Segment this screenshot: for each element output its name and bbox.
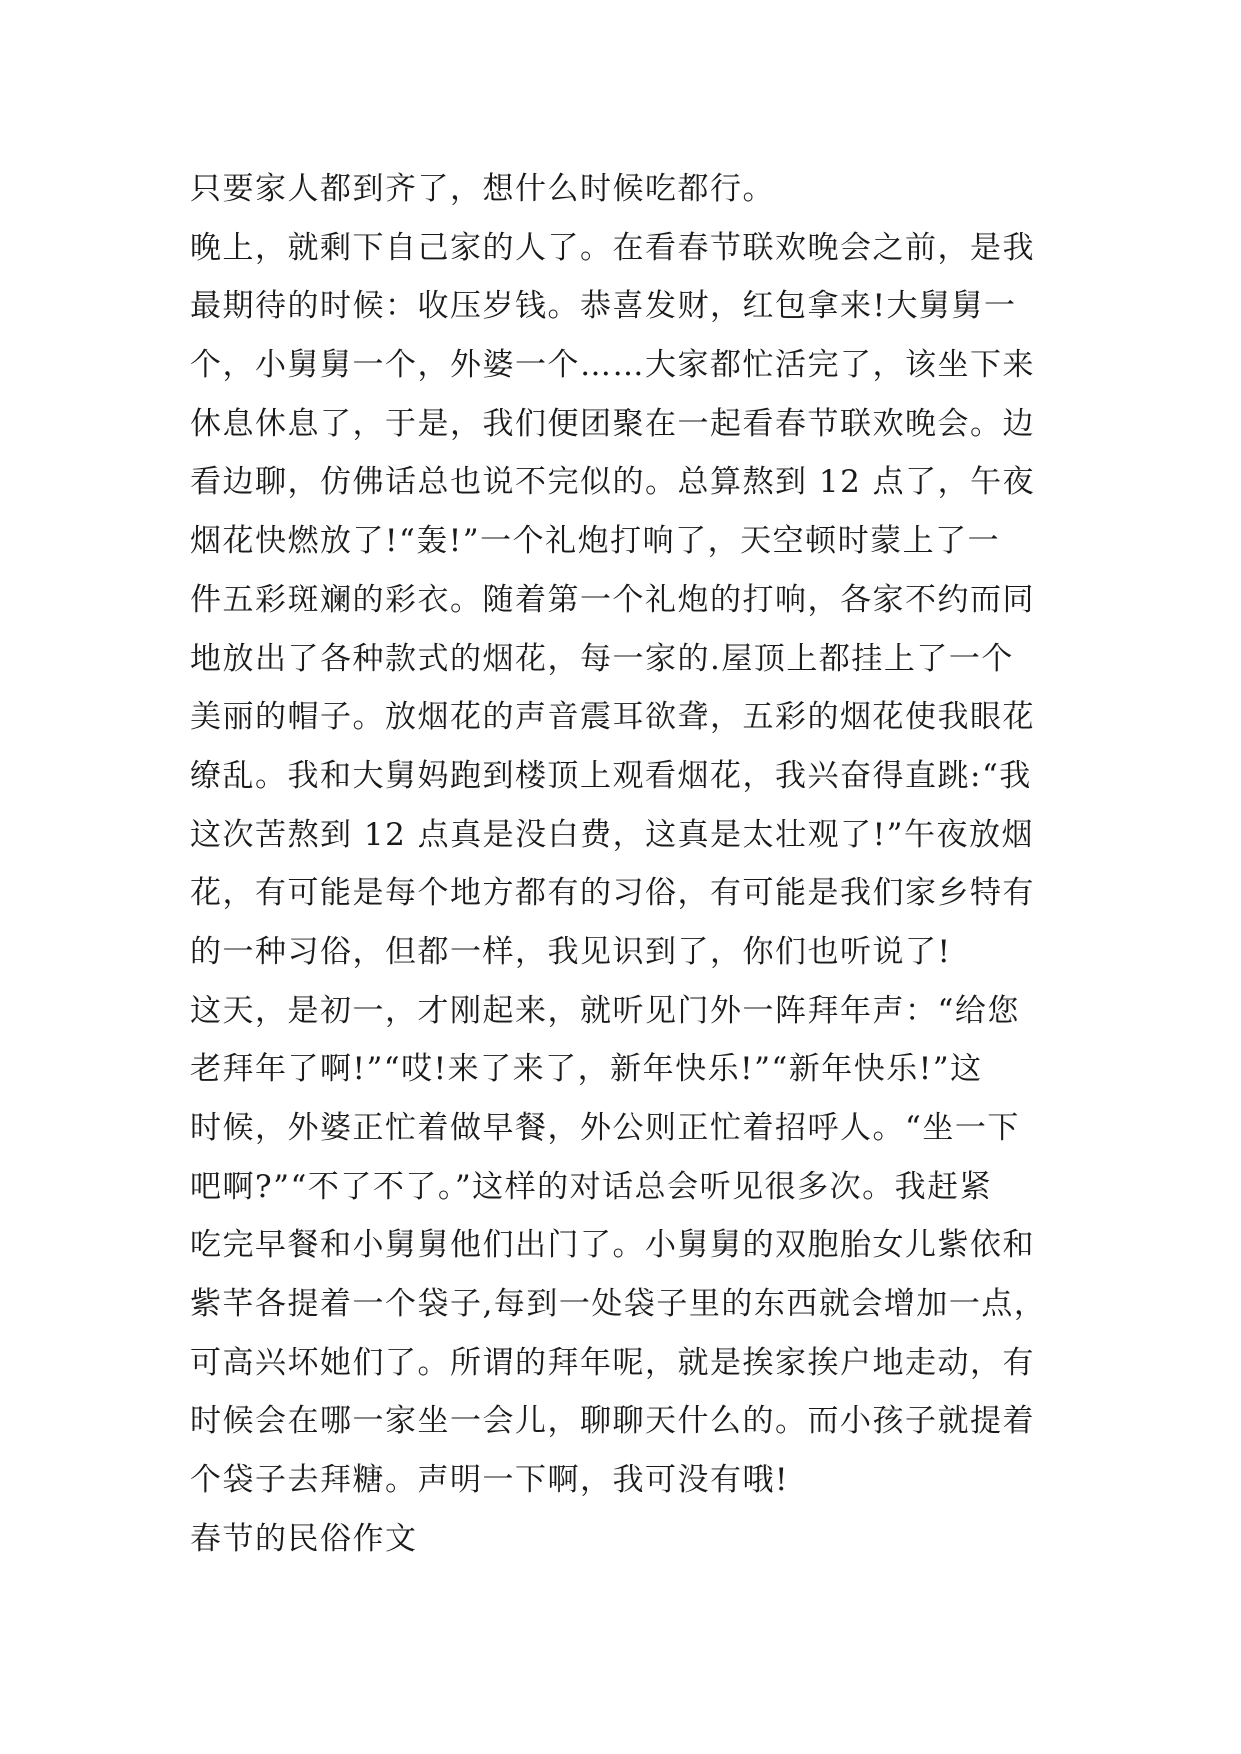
text-line: 只要家人都到齐了，想什么时候吃都行。 [190,171,775,207]
text-line: 晚上，就剩下自己家的人了。在看春节联欢晚会之前，是我 [190,229,1035,266]
text-line: 紫芊各提着一个袋子,每到一处袋子里的东西就会增加一点， [190,1286,1047,1323]
text-line: 时候会在哪一家坐一会儿，聊聊天什么的。而小孩子就提着 [190,1403,1035,1440]
text-line: 美丽的帽子。放烟花的声音震耳欲聋，五彩的烟花使我眼花 [190,699,1035,736]
text-line: 吧啊?”“不了不了。”这样的对话总会听见很多次。我赶紧 [190,1168,993,1205]
text-line: 件五彩斑斓的彩衣。随着第一个礼炮的打响，各家不约而同 [190,581,1035,618]
text-line: 吃完早餐和小舅舅他们出门了。小舅舅的双胞胎女儿紫依和 [190,1227,1035,1264]
text-line: 这天，是初一，才刚起来，就听见门外一阵拜年声：“给您 [190,992,1020,1029]
text-line: 这次苦熬到 12 点真是没白费，这真是太壮观了!”午夜放烟 [190,816,1034,853]
text-line: 地放出了各种款式的烟花，每一家的.屋顶上都挂上了一个 [190,640,1014,677]
section-title: 春节的民俗作文 [190,1520,418,1557]
text-line: 花，有可能是每个地方都有的习俗，有可能是我们家乡特有 [190,875,1035,912]
text-line: 烟花快燃放了!“轰!”一个礼炮打响了，天空顿时蒙上了一 [190,523,1001,560]
text-line: 的一种习俗，但都一样，我见识到了，你们也听说了! [190,933,952,970]
text-line: 看边聊，仿佛话总也说不完似的。总算熬到 12 点了，午夜 [190,464,1036,501]
text-line: 个，小舅舅一个，外婆一个……大家都忙活完了，该坐下来 [190,347,1035,384]
text-line: 最期待的时候：收压岁钱。恭喜发财，红包拿来!大舅舅一 [190,288,1017,325]
text-line: 个袋子去拜糖。声明一下啊，我可没有哦! [190,1462,789,1499]
text-line: 老拜年了啊!”“哎!来了来了，新年快乐!”“新年快乐!”这 [190,1051,983,1088]
text-line: 休息休息了，于是，我们便团聚在一起看春节联欢晚会。边 [190,405,1035,442]
body-text [190,160,1060,1569]
text-line: 时候，外婆正忙着做早餐，外公则正忙着招呼人。“坐一下 [190,1110,1020,1146]
text-line: 缭乱。我和大舅妈跑到楼顶上观看烟花，我兴奋得直跳:“我 [190,757,1032,794]
text-line: 可高兴坏她们了。所谓的拜年呢，就是挨家挨户地走动，有 [190,1344,1035,1381]
